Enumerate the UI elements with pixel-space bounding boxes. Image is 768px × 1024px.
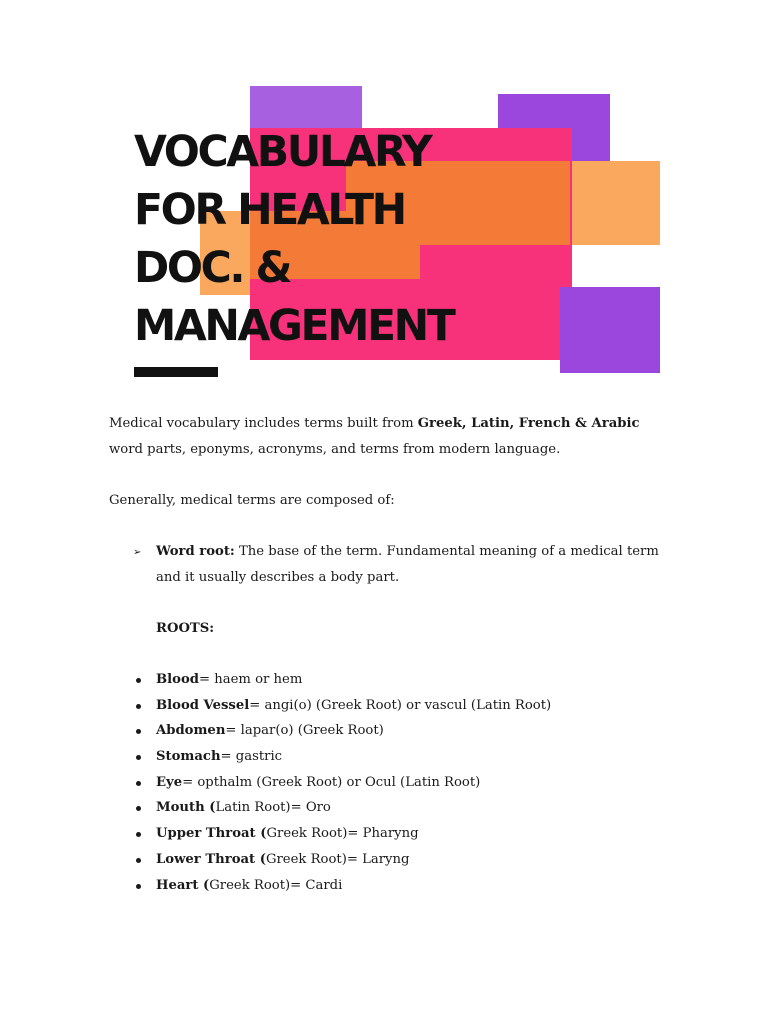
root-definition: = gastric xyxy=(220,749,283,765)
bullet-dot-icon xyxy=(136,884,141,889)
root-term: Abdomen xyxy=(156,723,226,739)
bullet-dot-icon xyxy=(136,678,141,683)
root-term: Blood xyxy=(156,672,199,687)
list-item xyxy=(109,744,551,770)
banner-title-line: FOR HEALTH xyxy=(134,186,405,235)
list-item xyxy=(109,847,551,873)
list-item xyxy=(109,693,551,719)
list-item xyxy=(109,795,551,821)
root-term: Mouth ( xyxy=(156,800,216,816)
root-definition: = opthalm (Greek Root) or Ocul (Latin Root) xyxy=(182,774,481,790)
root-definition: Latin Root)= Oro xyxy=(215,800,331,816)
bullet-dot-icon xyxy=(136,832,141,837)
banner-title-line: DOC. & xyxy=(134,244,291,293)
list-item xyxy=(109,821,551,847)
list-item xyxy=(109,770,551,796)
root-term: Lower Throat ( xyxy=(156,851,266,867)
banner-title-line: VOCABULARY xyxy=(134,128,431,177)
root-definition: Greek Root)= Cardi xyxy=(209,877,343,893)
word-root-line-1 xyxy=(156,539,659,565)
banner-title xyxy=(134,124,453,356)
root-term: Blood Vessel xyxy=(156,697,250,713)
title-underline-bar xyxy=(134,367,218,377)
word-root-label: Word root: xyxy=(156,544,235,559)
list-item xyxy=(109,718,551,744)
list-item xyxy=(109,667,551,693)
composed-of-text: Generally, medical terms are composed of: xyxy=(109,493,395,508)
bullet-dot-icon xyxy=(136,781,141,786)
arrow-bullet-icon: ➢ xyxy=(133,547,142,558)
root-definition: Greek Root)= Pharyng xyxy=(266,826,419,842)
root-definition: Greek Root)= Laryng xyxy=(265,851,410,867)
bullet-dot-icon xyxy=(136,806,141,811)
intro-line-1 xyxy=(109,411,640,437)
root-definition: = angi(o) (Greek Root) or vascul (Latin Root) xyxy=(249,697,552,713)
root-definition: = haem or hem xyxy=(198,672,303,687)
bullet-dot-icon xyxy=(136,755,141,760)
bullet-dot-icon xyxy=(136,729,141,734)
root-definition: = lapar(o) (Greek Root) xyxy=(225,723,384,739)
root-term: Eye xyxy=(156,774,183,790)
list-item xyxy=(109,873,551,899)
banner-block-light-orange-right xyxy=(570,161,660,245)
roots-heading: ROOTS: xyxy=(156,621,215,636)
bullet-dot-icon xyxy=(136,858,141,863)
word-root-description: The base of the term. Fundamental meaning of a medical term xyxy=(234,544,659,559)
root-term: Upper Throat ( xyxy=(156,826,267,842)
banner-title-line: MANAGEMENT xyxy=(134,302,454,351)
root-term: Stomach xyxy=(156,749,221,765)
bullet-dot-icon xyxy=(136,704,141,709)
root-term: Heart ( xyxy=(156,877,210,893)
word-root-line-2: and it usually describes a body part. xyxy=(156,570,400,585)
intro-text: Medical vocabulary includes terms built from xyxy=(109,416,418,431)
roots-list xyxy=(109,667,551,898)
intro-line-2: word parts, eponyms, acronyms, and terms from modern language. xyxy=(109,442,561,457)
banner-block-purple-bottom xyxy=(560,287,660,373)
intro-languages: Greek, Latin, French & Arabic xyxy=(417,416,640,431)
title-banner xyxy=(112,84,660,380)
